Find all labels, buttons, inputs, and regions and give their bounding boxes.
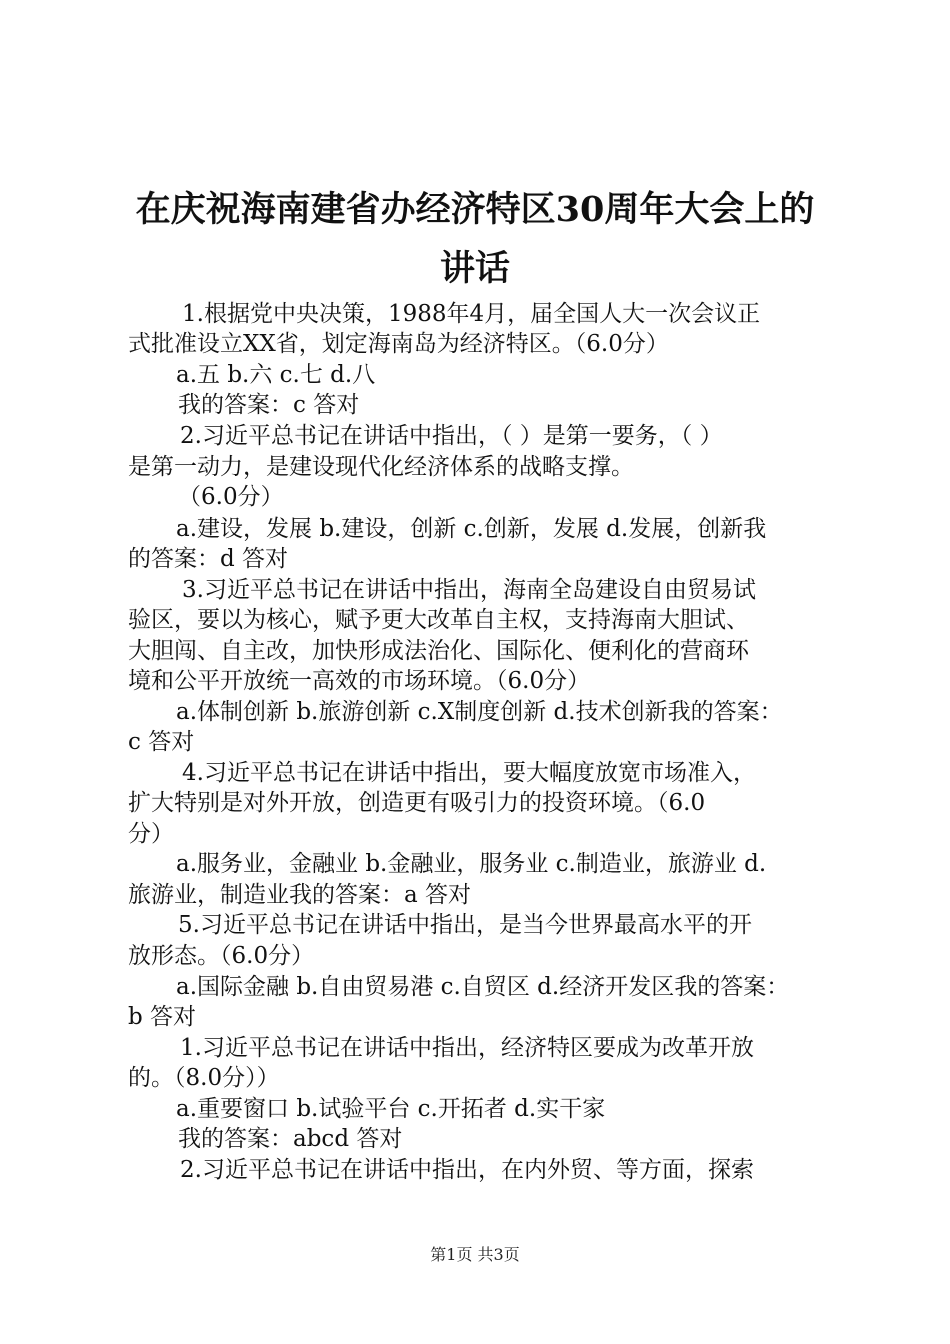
score-label: （6.0分）	[178, 484, 284, 510]
text-line: 1.根据党中央决策，1988年4月，届全国人大一次会议正	[182, 301, 761, 327]
text-line: 5.习近平总书记在讲话中指出，是当今世界最高水平的开	[178, 912, 752, 938]
text-line: 1.习近平总书记在讲话中指出，经济特区要成为改革开放	[180, 1035, 754, 1061]
page-title-line-1: 在庆祝海南建省办经济特区30周年大会上的	[135, 189, 815, 230]
text-line: 境和公平开放统一高效的市场环境。（6.0分）	[128, 668, 591, 694]
text-line: 4.习近平总书记在讲话中指出，要大幅度放宽市场准入，	[182, 760, 756, 786]
answer-options: a.体制创新 b.旅游创新 c.X制度创新 d.技术创新我的答案：	[176, 699, 783, 725]
page-number-footer: 第1页 共3页	[430, 1245, 520, 1264]
text-line: 扩大特别是对外开放，创造更有吸引力的投资环境。（6.0	[128, 790, 706, 816]
answer-result: 旅游业，制造业我的答案：a 答对	[128, 882, 472, 908]
answer-result: b 答对	[128, 1004, 197, 1030]
text-line: 2.习近平总书记在讲话中指出，（ ）是第一要务，（ ）	[180, 423, 723, 449]
page-title-line-2: 讲话	[439, 248, 510, 289]
answer-options: a.服务业，金融业 b.金融业，服务业 c.制造业，旅游业 d.	[176, 851, 767, 877]
answer-result: 我的答案：abcd 答对	[178, 1126, 403, 1152]
text-line: 的。（8.0分））	[128, 1065, 280, 1091]
text-line: 分）	[128, 821, 174, 847]
text-line: 式批准设立XX省，划定海南岛为经济特区。（6.0分）	[128, 331, 669, 357]
answer-result: 我的答案：c 答对	[178, 392, 360, 418]
answer-result: 的答案：d 答对	[128, 546, 289, 572]
text-line: 验区，要以为核心，赋予更大改革自主权，支持海南大胆试、	[128, 607, 749, 633]
answer-options: a.重要窗口 b.试验平台 c.开拓者 d.实干家	[176, 1096, 606, 1122]
answer-result: c 答对	[128, 729, 195, 755]
answer-options: a.建设，发展 b.建设，创新 c.创新，发展 d.发展，创新我	[176, 516, 767, 542]
text-line: 大胆闯、自主改，加快形成法治化、国际化、便利化的营商环	[128, 638, 749, 664]
answer-options: a.五 b.六 c.七 d.八	[176, 362, 376, 388]
text-line: 放形态。（6.0分）	[128, 943, 315, 969]
text-line: 是第一动力，是建设现代化经济体系的战略支撑。	[128, 454, 634, 480]
text-line: 3.习近平总书记在讲话中指出，海南全岛建设自由贸易试	[182, 577, 756, 603]
answer-options: a.国际金融 b.自由贸易港 c.自贸区 d.经济开发区我的答案：	[176, 974, 790, 1000]
text-line: 2.习近平总书记在讲话中指出，在内外贸、等方面，探索	[180, 1157, 754, 1183]
